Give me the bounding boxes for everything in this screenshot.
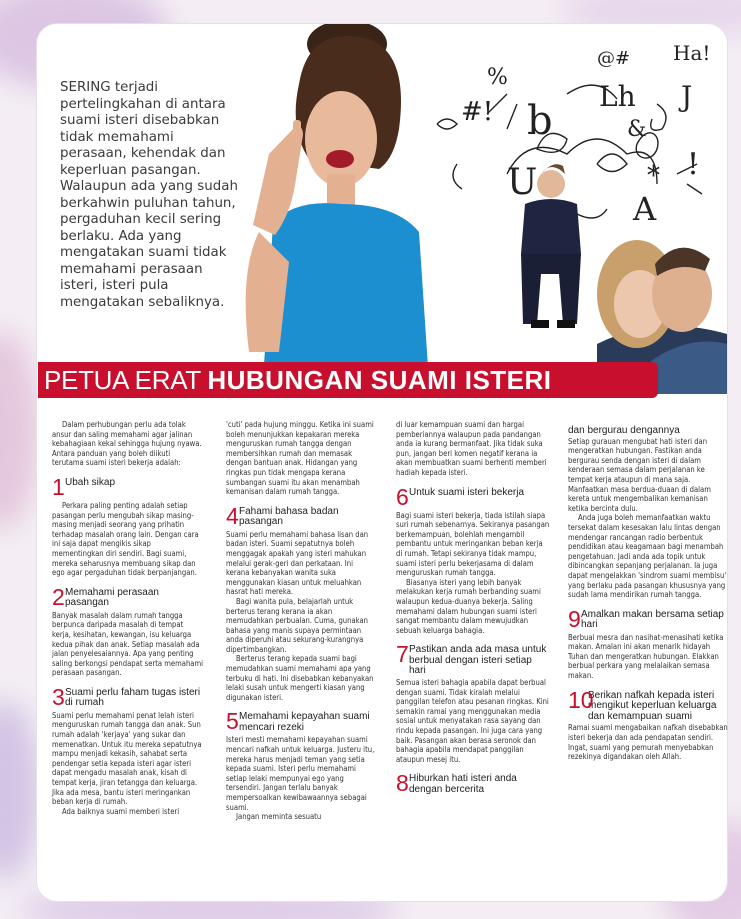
column-1 (52, 420, 204, 816)
paragraph: Suami perlu memahami penat lelah isteri menguruskan rumah tangga dan anak. Sun rumah adalah 'kerjaya' yang sukar dan memenatkan. Untuk itu mereka sepatutnya mampu menjadi kekasih, sahabat serta pendengar setia kepada isteri agar isteri dapat mengadu masalah anak, kisah di tempat kerja, jiran tetangga dan keluarga. Jika ada mesa, bantu isteri meringankan beban kerja di rumah. (52, 710, 202, 807)
column-2 (226, 420, 378, 822)
section-number: 3 (52, 683, 65, 710)
section-title: Memahami kepayahan suami mencari rezeki (239, 711, 370, 734)
svg-text:J: J (681, 80, 693, 113)
section-number: 4 (226, 502, 239, 529)
section-number: 1 (52, 473, 65, 500)
paragraph: Anda juga boleh memanfaatkan waktu tersekat dalam kesesakan lalu lintas dengan mendengar rancangan radio berbentuk pendidikan atau keagamaan bagi menambah pengetahuan. Jadi anda ada topik untuk dibincangkan sepanjang perjalanan. Ia juga dapat mengelakkan 'sindrom suami membisu' yang berlaku pada pasangan khususnya yang sudah lama mendirikan rumah tangga. (568, 513, 727, 600)
section-number: 2 (52, 583, 65, 610)
section-number: 8 (396, 770, 409, 797)
section-heading-6 (396, 483, 550, 510)
section-heading-7 (396, 641, 550, 677)
paragraph: Semua isteri bahagia apabila dapat berbual dengan suami. Tidak kiralah melalui panggilan telefon atau pesanan ringkas. Kini semakin ramai yang menggunakan media sosial untuk menyatakan rasa sayang dan rindu kepada pasangan. Ini juga cara yang baik. Pasangan akan berasa seronok dan bahagia apabila mendapat panggilan ataupun mesej itu. (396, 678, 549, 764)
svg-text:#!: #! (461, 97, 494, 127)
svg-text:Lh: Lh (599, 80, 636, 113)
decor-splash (0, 700, 40, 880)
paragraph: di luar kemampuan suami dan hargai pemberiannya walaupun pada pandangan anda ia kurang bermanfaat. Jika tidak suka pun, jangan beri komen negatif kerana ia akan membuatkan suami berhenti memberi hadiah kepada isteri. (396, 420, 547, 477)
paragraph: Berterus terang kepada suami bagi memudahkan suami memahami apa yang terbuku di hati. Ini disebabkan kebanyakan lelaki susah untuk mengerti kiasan yang digunakan isteri. (226, 654, 374, 702)
section-heading-5 (226, 708, 378, 735)
svg-text:@#: @# (597, 48, 631, 69)
title-bold: HUBUNGAN SUAMI ISTERI (207, 365, 552, 395)
paragraph: Ada baiknya suami memberi isteri (62, 806, 180, 816)
section-title: Pastikan anda ada masa untuk berbual dengan isteri setiap hari (409, 644, 547, 677)
paragraph: Perkara paling penting adalah setiap pasangan perlu mengubah sikap masing-masing menjadi seorang yang prihatin terhadap masalah orang lain. Dengan cara ini saja dapat mengikis sikap mementingkan diri sendiri. Bagi suami, mereka seharusnya membuang sikap dan ego agar pergaduhan tidak berpanjangan. (52, 500, 199, 578)
paragraph: Jangan meminta sesuatu (236, 812, 322, 822)
section-number: 10 (568, 686, 594, 713)
paragraph: Banyak masalah dalam rumah tangga berpunca daripada masalah di tempat kerja, kesihatan, kewangan, isu keluarga kedua pihak dan anak. Setiap masalah ada jalan penyelesaiannya. Apa yang penting saling berkongsi pendapat serta memahami perasaan pasangan. (52, 610, 204, 678)
paragraph: 'cuti' pada hujung minggu. Ketika ini suami boleh menunjukkan kepakaran mereka menguruskan rumah tangga dengan membersihkan rumah dan memasak dengan bantuan anak. Hidangan yang ringkas pun tidak mengapa kerana sumbangan suami itu akan menambah kemanisan dalam rumah tangga. (226, 420, 374, 497)
intro-text: SERING terjadi pertelingkahan di antara suami isteri disebabkan tidak memahami perasaan, kehendak dan keperluan pasangan. Walaupun ada yang sudah berkahwin puluhan tahun, pergaduhan kecil sering berlaku. Ada yang mengatakan suami tidak memahami perasaan isteri, isteri pula mengatakan sebaliknya. (60, 80, 238, 310)
section-heading-1 (52, 473, 204, 500)
column-3 (396, 420, 550, 797)
paragraph: Ramai suami mengabaikan nafkah disebabkan isteri bekerja dan ada pendapatan sendiri. Ingat, suami yang pemurah menyebabkan rezekinya digandakan oleh Allah. (568, 723, 728, 762)
section-heading-4 (226, 502, 378, 529)
svg-text:%: % (487, 65, 508, 90)
paragraph: Setiap gurauan mengubat hati isteri dan mengeratkan hubungan. Fastikan anda bergurau senda dengan isteri di dalam kenderaan semasa dalam perjalanan ke tempat kerja ataupun di mana saja. Manfaatkan masa berdua-duaan di dalam kereta untuk mengembalikan kemanisan ketika bercinta dulu. (568, 436, 711, 513)
section-title: Hiburkan hati isteri anda dengan bercerita (409, 773, 517, 795)
section-heading-9 (568, 605, 728, 632)
title-light: PETUA ERAT (44, 365, 208, 395)
paragraph: Berbual mesra dan nasihat-menasihati ketika makan. Amalan ini akan menarik hidayah Tuhan dan mengeratkan hubungan. Elakkan berbual perkara yang melalaikan semasa makan. (568, 632, 724, 681)
section-title: Berikan nafkah kepada isteri mengikut keperluan keluarga dan kemampuan suami (588, 689, 717, 722)
svg-text:A: A (633, 190, 657, 228)
section-number: 5 (226, 708, 239, 735)
section-title: Amalkan makan bersama setiap hari (581, 608, 724, 631)
svg-text:!: ! (687, 147, 700, 182)
section-title: Memahami perasaan pasangan (65, 586, 159, 609)
section-heading-8 (396, 770, 550, 797)
paragraph: Biasanya isteri yang lebih banyak melakukan kerja rumah berbanding suami walaupun kedua-duanya bekerja. Saling memahami dalam hubungan suami isteri sangat membantu dalam mewujudkan sebuah keluarga bahagia. (396, 577, 541, 635)
section-heading-10 (568, 686, 728, 723)
section-number: 7 (396, 641, 409, 668)
section-heading-2 (52, 583, 204, 610)
svg-text:*: * (647, 161, 660, 191)
section-number: 9 (568, 605, 581, 632)
column-4 (568, 420, 728, 762)
decor-splash (0, 330, 40, 530)
paragraph: Bagi wanita pula, belajarlah untuk berterus terang kerana ia akan memudahkan perbualan. Cuma, gunakan bahasa yang manis supaya permintaan anda diperuhi atau sekurang-kurangnya dipertimbangkan. (226, 596, 368, 654)
svg-text:b: b (527, 98, 553, 144)
section-title: Untuk suami isteri bekerja (409, 486, 525, 498)
section-title: Fahami bahasa badan pasangan (239, 505, 339, 528)
article-title (44, 364, 552, 396)
paragraph: Isteri mesti memahami kepayahan suami mencari nafkah untuk keluarga. Justeru itu, mereka harus menjadi teman yang setia kepada suami. Isteri perlu memahami setiap lelaki mempunyai ego yang tersendiri. Jangan terlalu banyak mempersoalkan kewibawaannya sebagai suami. (226, 735, 375, 812)
section-number: 6 (396, 483, 409, 510)
paragraph: Bagi suami isteri bekerja, tiada istilah siapa suri rumah sebenarnya. Sekiranya pasangan berkemampuan, bolehlah mengambil pembantu untuk meringankan beban kerja di rumah. Tetapi sekiranya tidak mampu, suami isteri perlu bekerjasama di dalam menguruskan rumah tangga. (396, 510, 550, 578)
svg-text:U: U (507, 162, 538, 203)
section-heading-3 (52, 683, 204, 710)
paragraph: Dalam perhubungan perlu ada tolak ansur dan saling memahami agar jalinan kebahagiaan kekal sehingga hujung nyawa. Antara panduan yang boleh diikuti terutama suami isteri bekerja adalah: (52, 420, 202, 468)
section-title: Suami perlu faham tugas isteri di rumah (65, 686, 201, 709)
section-title: Ubah sikap (65, 476, 116, 488)
paragraph: Suami perlu memahami bahasa lisan dan badan isteri. Suami sepatutnya boleh menggagak apakah yang isteri mahukan melalui gerak-geri dan perkataan. Ini kerana kebanyakan wanita suka menggunakan kiasan untuk meluahkan hasrat hati mereka. (226, 529, 369, 597)
svg-text:Ha!: Ha! (673, 41, 711, 65)
svg-text:&: & (627, 117, 647, 142)
section-title-continued: dan bergurau dengannya (568, 425, 680, 436)
